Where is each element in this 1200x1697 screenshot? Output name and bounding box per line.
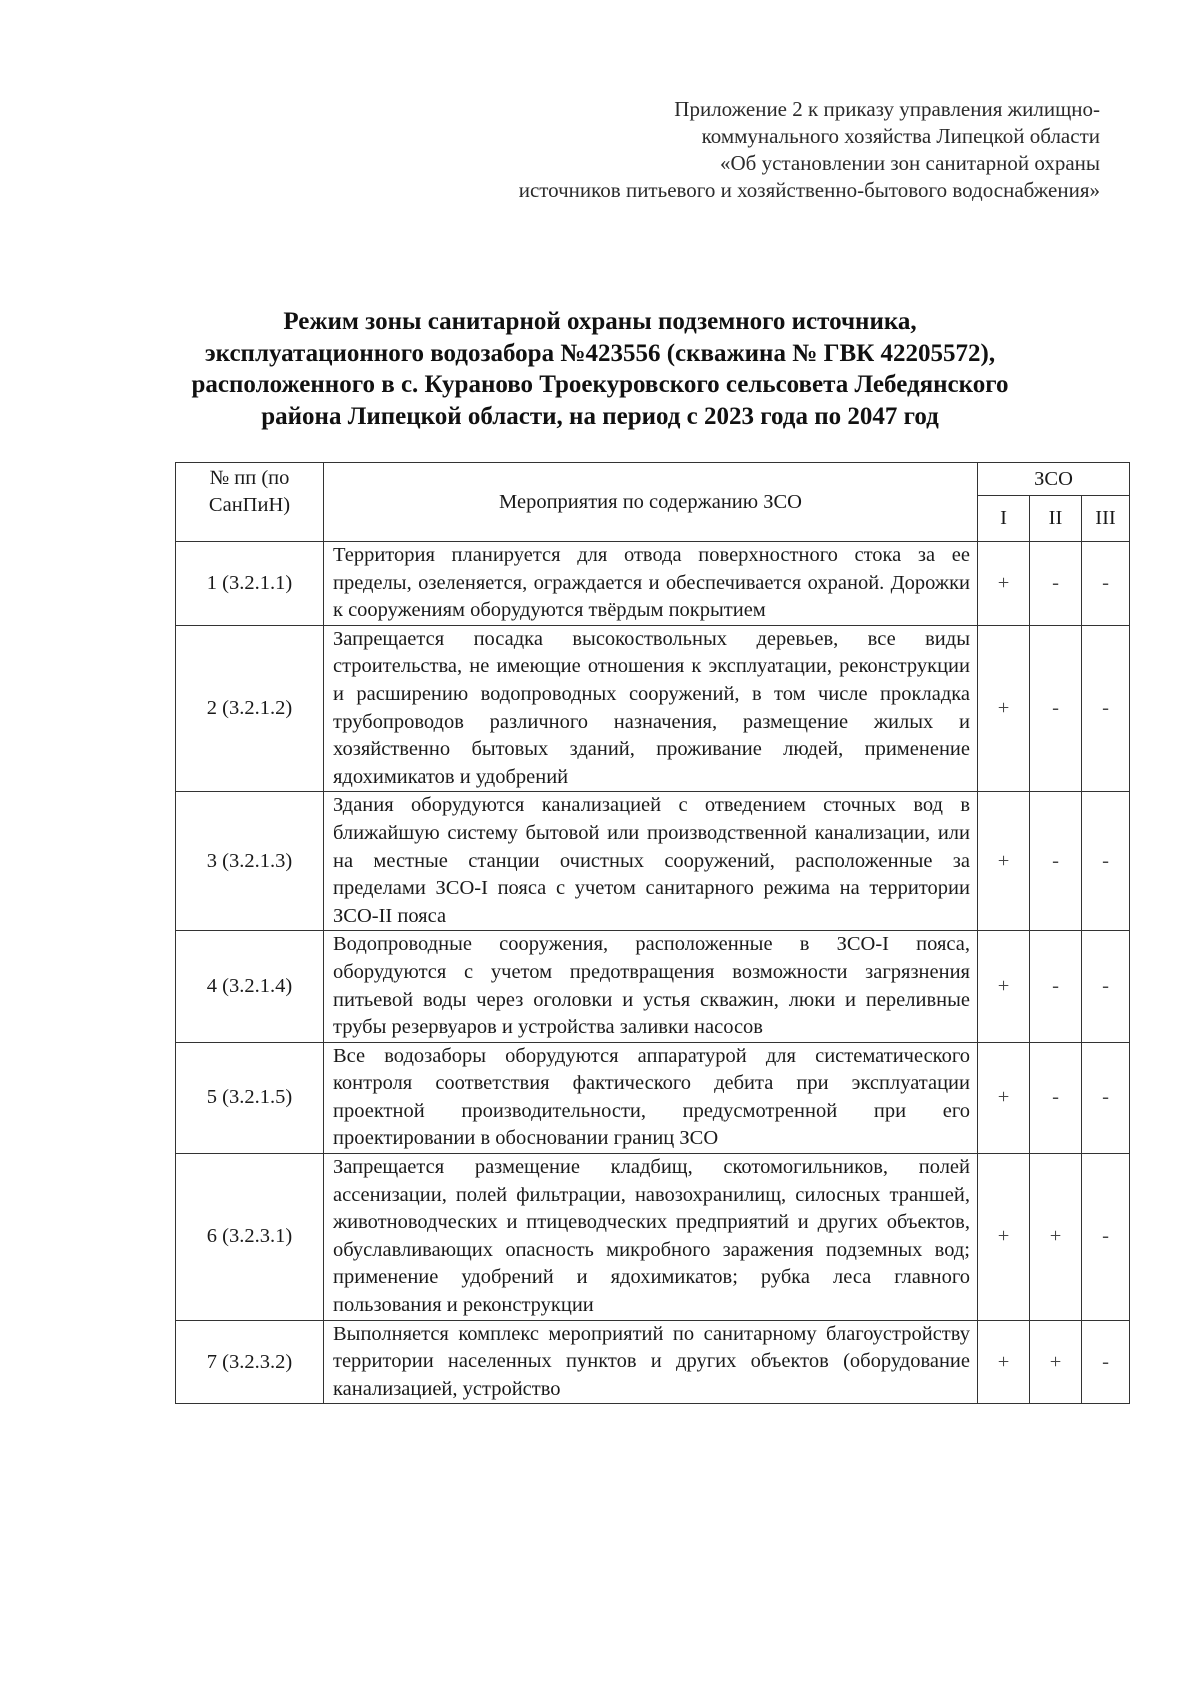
- zone-1-mark: +: [978, 1154, 1030, 1321]
- zone-1-mark: +: [978, 542, 1030, 626]
- table-header-row: [176, 463, 1130, 496]
- title-line-2: эксплуатационного водозабора №423556 (скважина № ГВК 42205572),: [204, 339, 996, 367]
- table-row: [176, 792, 1130, 931]
- zone-3-mark: -: [1082, 1042, 1130, 1153]
- row-number: 6 (3.2.3.1): [176, 1154, 324, 1321]
- zone-2-mark: -: [1030, 931, 1082, 1042]
- column-header-number: № пп (по СанПиН): [176, 463, 324, 542]
- row-number: 1 (3.2.1.1): [176, 542, 324, 626]
- zone-3-mark: -: [1082, 1320, 1130, 1404]
- zone-1-mark: +: [978, 1320, 1030, 1404]
- column-header-zone-2: II: [1030, 496, 1082, 542]
- row-number: 4 (3.2.1.4): [176, 931, 324, 1042]
- row-number: 7 (3.2.3.2): [176, 1320, 324, 1404]
- header-line-4: источников питьевого и хозяйственно-бытового водоснабжения»: [518, 178, 1100, 202]
- table-row: [176, 931, 1130, 1042]
- zone-1-mark: +: [978, 625, 1030, 792]
- column-header-zone-1: I: [978, 496, 1030, 542]
- document-title: [100, 306, 1100, 432]
- zone-3-mark: -: [1082, 625, 1130, 792]
- table-row: [176, 542, 1130, 626]
- zone-2-mark: -: [1030, 542, 1082, 626]
- zone-3-mark: -: [1082, 792, 1130, 931]
- zone-2-mark: -: [1030, 1042, 1082, 1153]
- appendix-header: [400, 96, 1100, 204]
- title-line-3: расположенного в с. Кураново Троекуровского сельсовета Лебедянского: [191, 371, 1009, 398]
- header-line-2: коммунального хозяйства Липецкой области: [701, 124, 1100, 148]
- zso-measures-table: [175, 462, 1130, 1404]
- table-row: [176, 1154, 1130, 1321]
- row-number: 3 (3.2.1.3): [176, 792, 324, 931]
- row-number: 2 (3.2.1.2): [176, 625, 324, 792]
- table-row: [176, 1320, 1130, 1404]
- title-line-1: Режим зоны санитарной охраны подземного источника,: [283, 308, 917, 335]
- zone-3-mark: -: [1082, 1154, 1130, 1321]
- row-activity: Территория планируется для отвода поверхностного стока за ее пределы, озеленяется, ограждается и обеспечивается охраной. Дорожки к сооружениям оборудуются твёрдым покрытием: [324, 542, 978, 626]
- zone-2-mark: +: [1030, 1154, 1082, 1321]
- header-line-3: «Об установлении зон санитарной охраны: [720, 151, 1100, 175]
- title-line-4: района Липецкой области, на период с 2023 года по 2047 год: [261, 402, 939, 430]
- header-line-1: Приложение 2 к приказу управления жилищно-: [674, 97, 1100, 121]
- zone-3-mark: -: [1082, 931, 1130, 1042]
- zone-3-mark: -: [1082, 542, 1130, 626]
- column-header-zso: ЗСО: [978, 463, 1130, 496]
- zone-1-mark: +: [978, 792, 1030, 931]
- zone-1-mark: +: [978, 931, 1030, 1042]
- row-activity: Выполняется комплекс мероприятий по санитарному благоустройству территории населенных пунктов и других объектов (оборудование канализацией, устройство: [324, 1320, 978, 1404]
- zone-2-mark: -: [1030, 625, 1082, 792]
- zone-2-mark: +: [1030, 1320, 1082, 1404]
- row-activity: Запрещается размещение кладбищ, скотомогильников, полей ассенизации, полей фильтрации, навозохранилищ, силосных траншей, животноводческих и птицеводческих предприятий и других объектов, обуславливающих опасность микробного заражения подземных вод; применение удобрений и ядохимикатов; рубка леса главного пользования и реконструкции: [324, 1154, 978, 1321]
- row-activity: Здания оборудуются канализацией с отведением сточных вод в ближайшую систему бытовой или производственной канализации, или на местные станции очистных сооружений, расположенные за пределами ЗСО-I пояса с учетом санитарного режима на территории ЗСО-II пояса: [324, 792, 978, 931]
- column-header-activity: Мероприятия по содержанию ЗСО: [324, 463, 978, 542]
- row-activity: Водопроводные сооружения, расположенные в ЗСО-I пояса, оборудуются с учетом предотвращения возможности загрязнения питьевой воды через оголовки и устья скважин, люки и переливные трубы резервуаров и устройства заливки насосов: [324, 931, 978, 1042]
- table-row: [176, 625, 1130, 792]
- table-row: [176, 1042, 1130, 1153]
- row-activity: Все водозаборы оборудуются аппаратурой для систематического контроля соответствия фактического дебита при эксплуатации проектной производительности, предусмотренной при его проектировании в обосновании границ ЗСО: [324, 1042, 978, 1153]
- row-activity: Запрещается посадка высокоствольных деревьев, все виды строительства, не имеющие отношения к эксплуатации, реконструкции и расширению водопроводных сооружений, в том числе прокладка трубопроводов различного назначения, размещение жилых и хозяйственно бытовых зданий, проживание людей, применение ядохимикатов и удобрений: [324, 625, 978, 792]
- zone-1-mark: +: [978, 1042, 1030, 1153]
- column-header-zone-3: III: [1082, 496, 1130, 542]
- zone-2-mark: -: [1030, 792, 1082, 931]
- row-number: 5 (3.2.1.5): [176, 1042, 324, 1153]
